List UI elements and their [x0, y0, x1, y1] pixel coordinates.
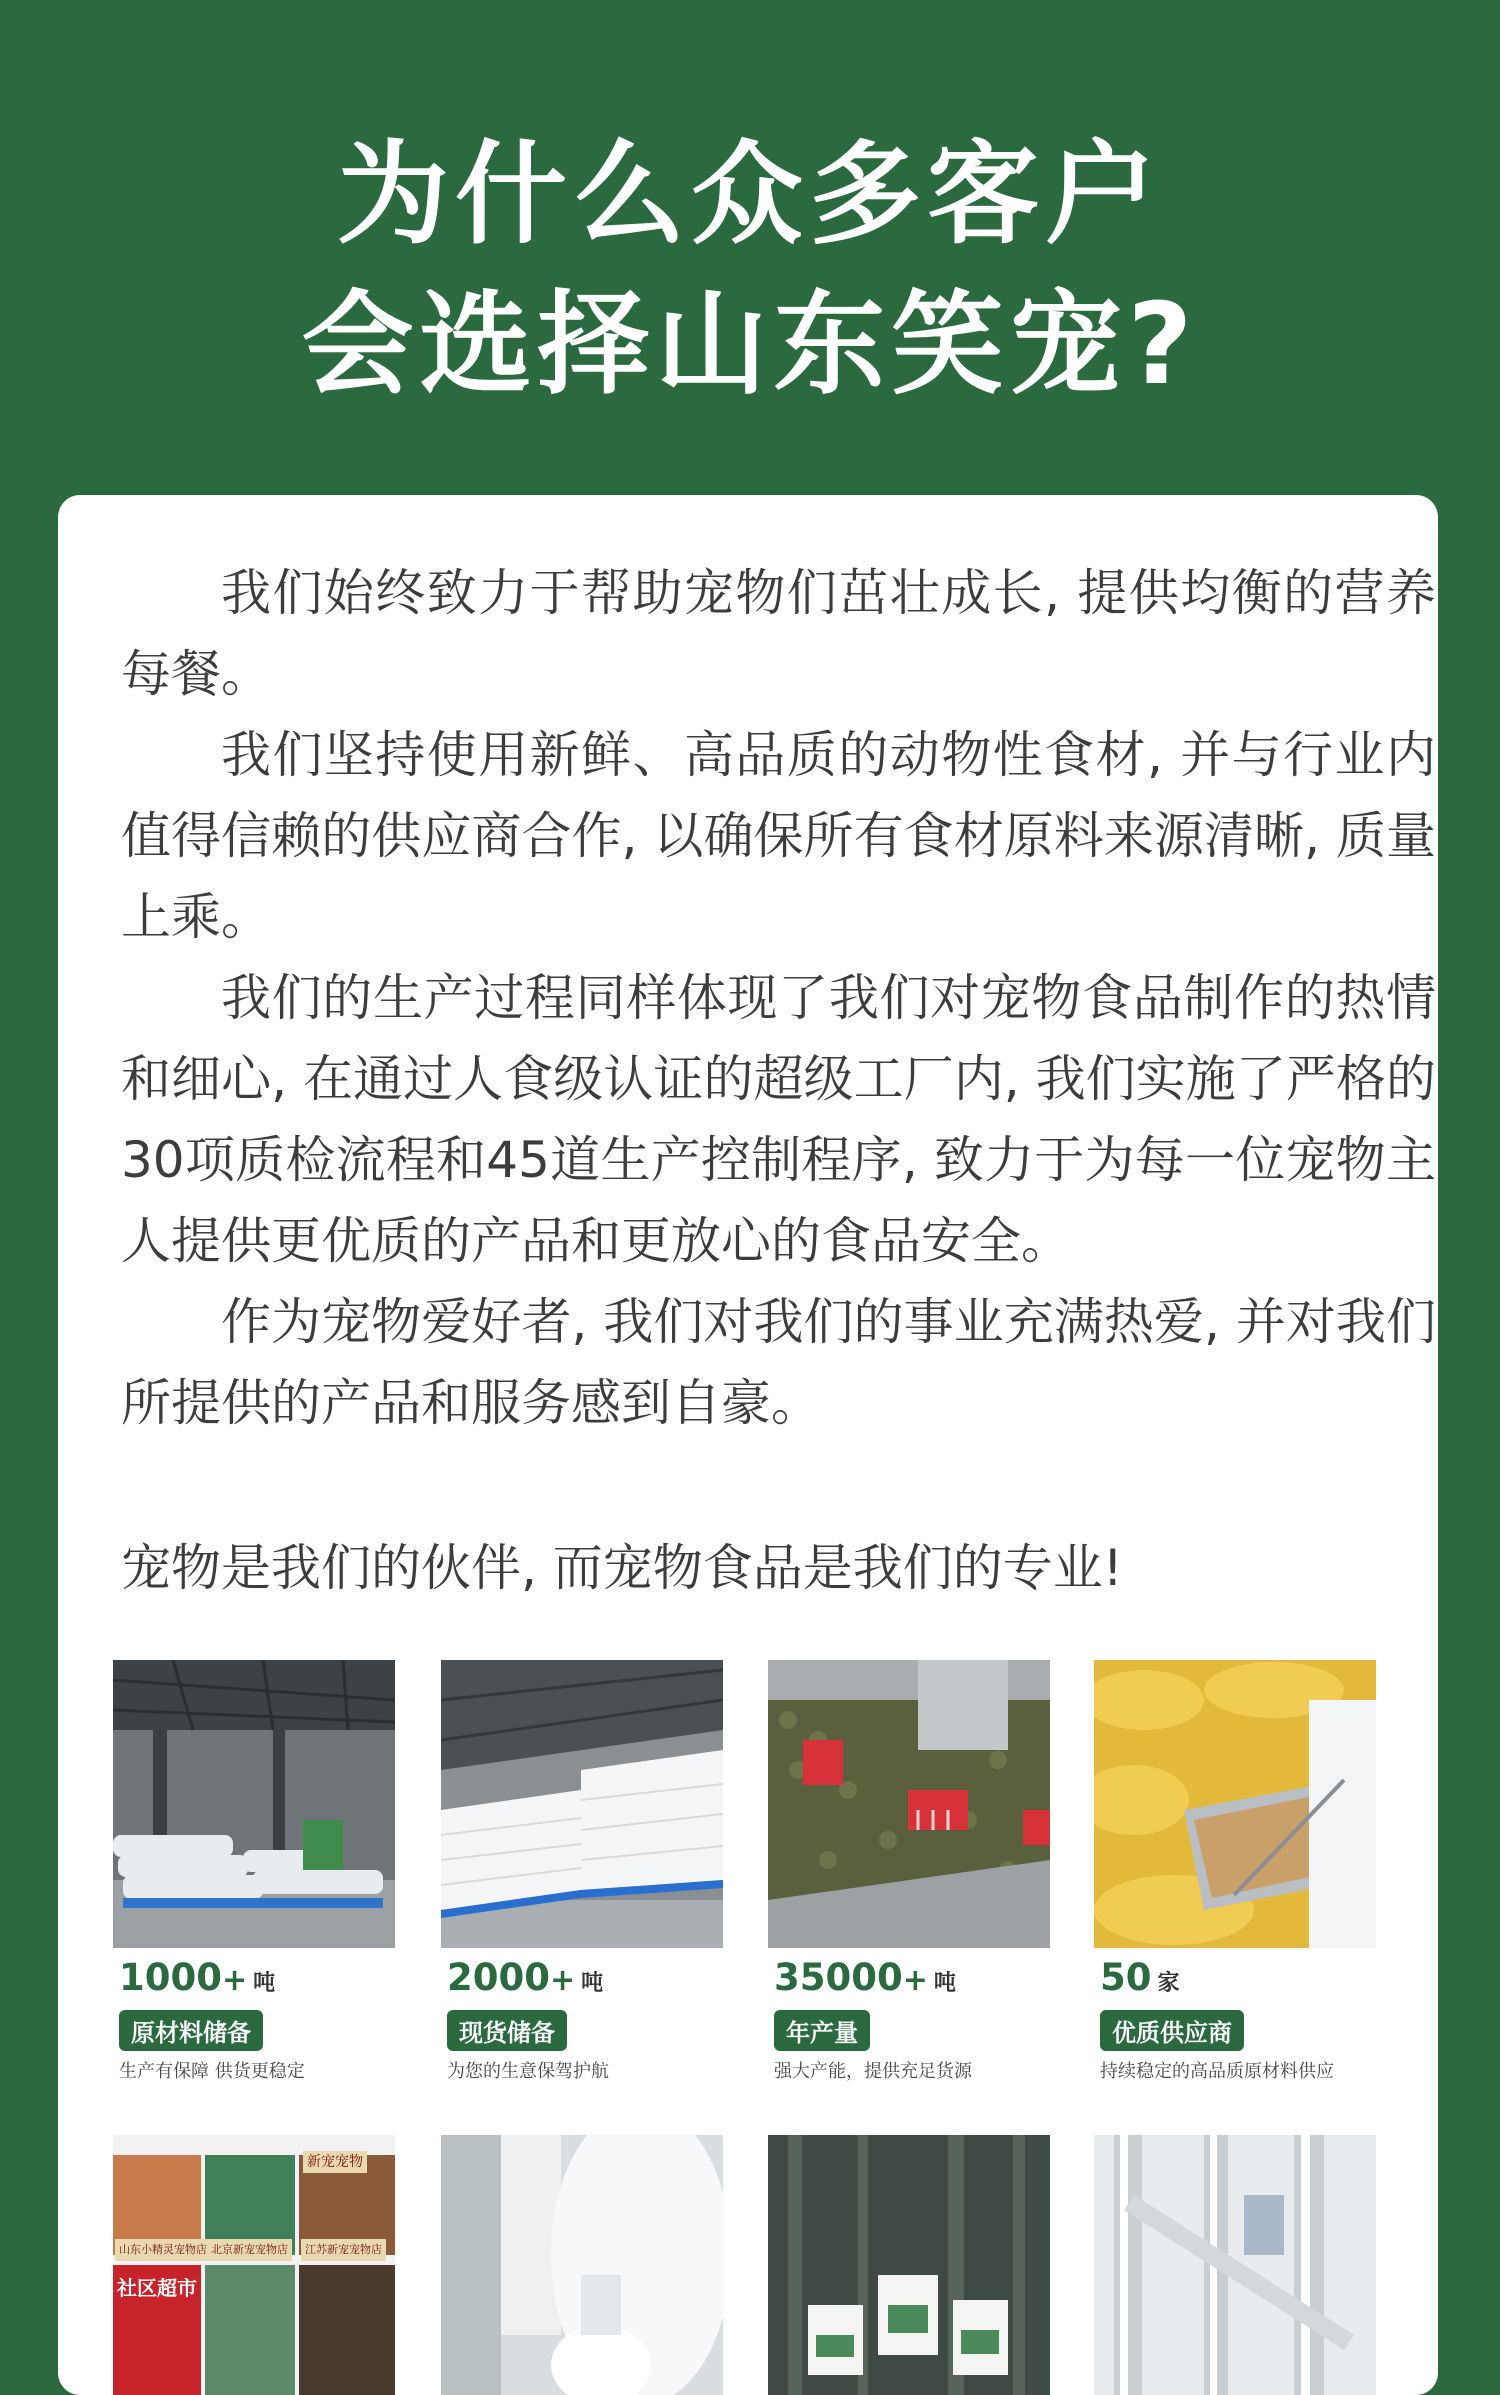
- title-line-2: 会选择山东笑宠?: [301, 280, 1199, 410]
- stat-value: 50 家: [1100, 1956, 1180, 1999]
- product-boxes-forest-photo: [768, 2135, 1050, 2395]
- factory-pipes-photo: [1094, 2135, 1376, 2395]
- tagline: 宠物是我们的伙伴, 而宠物食品是我们的专业!: [121, 1539, 1123, 1597]
- stats-grid: [113, 1660, 1403, 2100]
- store-sign: 山东小精灵宠物店: [115, 2239, 211, 2261]
- stat-description: 强大产能，提供充足货源: [774, 2061, 972, 2082]
- stat-value: 1000+ 吨: [119, 1956, 276, 1999]
- title-line-1: 为什么众多客户: [337, 130, 1163, 260]
- stat-badge: 现货储备: [447, 2010, 567, 2051]
- stat-value: 2000+ 吨: [447, 1956, 604, 1999]
- store-sign: 社区超市: [113, 2273, 201, 2303]
- intro-paragraph-1: 我们始终致力于帮助宠物们茁壮成长, 提供均衡的营养每餐。: [121, 564, 1436, 703]
- gallery-row: [113, 2135, 1403, 2395]
- intro-paragraph-4: 作为宠物爱好者, 我们对我们的事业充满热爱, 并对我们所提供的产品和服务感到自豪。: [121, 1293, 1436, 1432]
- pet-store-collage-photo: [113, 2135, 395, 2395]
- page-title: [0, 120, 1500, 420]
- stat-badge: 优质供应商: [1100, 2010, 1244, 2051]
- stat-description: 持续稳定的高品质原材料供应: [1100, 2061, 1334, 2082]
- intro-paragraph-3: 我们的生产过程同样体现了我们对宠物食品制作的热情和细心, 在通过人食级认证的超级工厂内, 我们实施了严格的30项质检流程和45道生产控制程序, 致力于为每一位宠物主人提供更优质的产品和更放心的食品安全。: [121, 969, 1436, 1270]
- stat-suppliers: [1094, 1660, 1376, 2100]
- production-line-photo: [768, 1660, 1050, 1948]
- store-sign: 新宠宠物: [303, 2151, 367, 2173]
- stat-annual-output: [768, 1660, 1050, 2100]
- content-card: [58, 495, 1438, 2395]
- stat-description: 生产有保障 供货更稳定: [119, 2061, 305, 2082]
- intro-paragraph-2: 我们坚持使用新鲜、高品质的动物性食材, 并与行业内值得信赖的供应商合作, 以确保所有食材原料来源清晰, 质量上乘。: [121, 726, 1436, 946]
- stat-value: 35000+ 吨: [774, 1956, 956, 1999]
- stat-badge: 年产量: [774, 2010, 870, 2051]
- store-sign: 江苏新宠宠物店: [301, 2239, 386, 2261]
- stat-badge: 原材料储备: [119, 2010, 263, 2051]
- stock-pallets-photo: [441, 1660, 723, 1948]
- raw-material-inspection-photo: [1094, 1660, 1376, 1948]
- stat-raw-material: [113, 1660, 395, 2100]
- stat-description: 为您的生意保驾护航: [447, 2061, 609, 2082]
- warehouse-photo: [113, 1660, 395, 1948]
- store-sign: 北京新宠宠物店: [207, 2239, 292, 2261]
- lab-technician-photo: [441, 2135, 723, 2395]
- stat-stock: [441, 1660, 723, 2100]
